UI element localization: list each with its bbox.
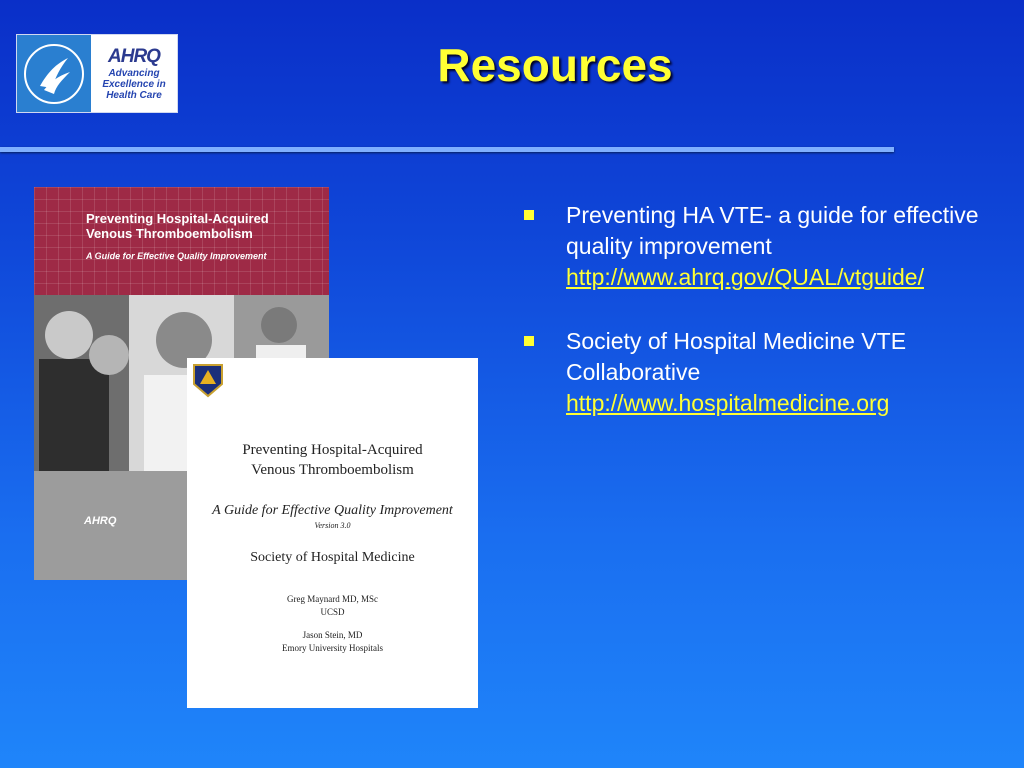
cover-subtitle: A Guide for Effective Quality Improvement — [86, 251, 267, 261]
ahrq-wordmark: AHRQ — [108, 46, 160, 67]
list-item — [520, 200, 990, 293]
cover-header — [34, 187, 329, 295]
title-divider — [0, 147, 894, 152]
square-bullet-icon — [524, 210, 534, 220]
shm-seal-icon — [191, 362, 225, 398]
resource-list — [520, 200, 990, 452]
cover2-version: Version 3.0 — [314, 521, 351, 530]
shm-website-link[interactable]: http://www.hospitalmedicine.org — [566, 390, 890, 416]
cover-title: Preventing Hospital-Acquired Venous Thromboembolism — [86, 211, 269, 241]
cover2-subtitle: A Guide for Effective Quality Improvement — [212, 503, 453, 518]
resource-description: Society of Hospital Medicine VTE Collaborative — [566, 328, 907, 385]
slide-title: Resources — [437, 39, 673, 91]
cover-ahrq-logo: AHRQ — [84, 515, 117, 527]
cover2-author-1: Greg Maynard MD, MSc — [287, 594, 378, 604]
cover2-org: Society of Hospital Medicine — [250, 550, 415, 565]
hhs-seal-icon — [17, 35, 91, 112]
cover2-affiliation-2: Emory University Hospitals — [282, 643, 383, 653]
square-bullet-icon — [524, 336, 534, 346]
ahrq-tagline-1: Advancing — [108, 68, 160, 79]
agency-logos — [16, 34, 178, 113]
cover2-affiliation-1: UCSD — [320, 607, 345, 617]
ahrq-tagline-3: Health Care — [106, 90, 162, 101]
cover2-title-line2: Venous Thromboembolism — [251, 462, 414, 478]
resource-description: Preventing HA VTE- a guide for effective quality improvement — [566, 202, 979, 259]
ahrq-logo — [91, 35, 177, 112]
list-item — [520, 326, 990, 419]
ahrq-tagline-2: Excellence in — [102, 79, 166, 90]
cover2-author-2: Jason Stein, MD — [302, 630, 363, 640]
cover2-title-line1: Preventing Hospital-Acquired — [242, 442, 423, 458]
shm-guide-cover — [187, 358, 478, 708]
ahrq-guide-link[interactable]: http://www.ahrq.gov/QUAL/vtguide/ — [566, 264, 924, 290]
